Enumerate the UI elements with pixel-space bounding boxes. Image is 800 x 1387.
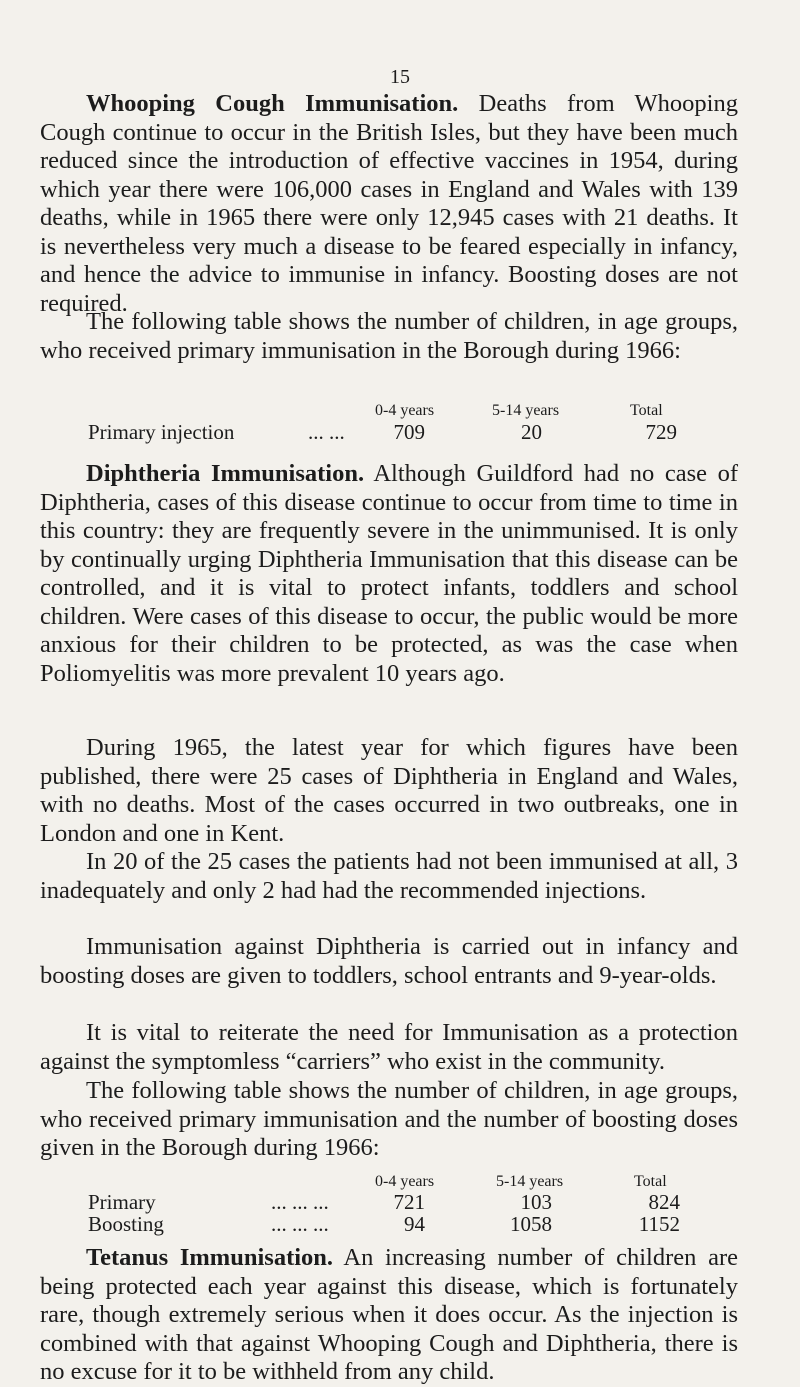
table1-value-total: 729: [645, 420, 677, 444]
table2-boosting-total: 1152: [638, 1212, 680, 1236]
primary-boosting-table: [40, 1173, 740, 1245]
diphtheria-text: Although Guildford had no case of Diphtheria, cases of this disease continue to occur from time to time in this country: they are frequently severe in the unimmunised. It is only by continually urging Diphtheria Immunisation that this disease can be controlled, and it is vital to protect infants, toddlers and school children. Were cases of this disease to occur, the public would be more anxious for their children to be protected, as was the case when Poliomyelitis was more prevalent 10 years ago.: [40, 460, 738, 687]
diphtheria-cases-paragraph: In 20 of the 25 cases the patients had not been immunised at all, 3 inadequately and only 2 had had the recommended injections.: [40, 848, 738, 904]
table2-boosting-0-4: 94: [404, 1212, 425, 1236]
primary-injection-table: [40, 402, 740, 462]
page-number: 15: [390, 66, 410, 88]
table1-value-0-4: 709: [393, 420, 425, 444]
table1-row-dots: ... ...: [308, 420, 345, 444]
table2-header-5-14: 5-14 years: [496, 1173, 564, 1190]
table2-row-primary-dots: ... ... ...: [271, 1190, 329, 1214]
whooping-cough-paragraph: [40, 90, 738, 318]
table1-intro-paragraph: The following table shows the number of children, in age groups, who received primary immunisation in the Borough during 1966:: [40, 308, 738, 364]
tetanus-heading: Tetanus Immunisation.: [86, 1244, 334, 1271]
diphtheria-schedule-paragraph: Immunisation against Diphtheria is carried out in infancy and boosting doses are given to toddlers, school entrants and 9-year-olds.: [40, 933, 738, 989]
table1-row-label: Primary injection: [88, 420, 235, 444]
table1-header-5-14: 5-14 years: [492, 402, 560, 419]
table2-intro-paragraph: The following table shows the number of children, in age groups, who received primary immunisation and the number of boosting doses given in the Borough during 1966:: [40, 1077, 738, 1161]
diphtheria-1965-paragraph: During 1965, the latest year for which figures have been published, there were 25 cases of Diphtheria in England and Wales, with no deaths. Most of the cases occurred in two outbreaks, one in London and one in Kent.: [40, 734, 738, 847]
table2-row-primary-label: Primary: [88, 1190, 156, 1214]
table2-primary-5-14: 103: [520, 1190, 552, 1214]
diphtheria-heading: Diphtheria Immunisation.: [86, 460, 365, 487]
table2-row-boosting-label: Boosting: [88, 1212, 164, 1236]
table2-primary-total: 824: [648, 1190, 680, 1214]
whooping-cough-heading: Whooping Cough Immunisation.: [86, 90, 459, 117]
whooping-cough-text: Deaths from Whooping Cough continue to occur in the British Isles, but they have been much reduced since the introduction of effective vaccines in 1954, during which year there were 106,000 cases in England and Wales with 139 deaths, while in 1965 there were only 12,945 cases with 21 deaths. It is nevertheless very much a disease to be feared especially in infancy, and hence the advice to immunise in infancy. Boosting doses are not required.: [40, 90, 738, 317]
tetanus-text: An increasing number of children are being protected each year against this disease, which is fortunately rare, though extremely serious when it does occur. As the injection is combined with that against Whooping Cough and Diphtheria, there is no excuse for it to be withheld from any child.: [40, 1244, 738, 1385]
table1-header-total: Total: [630, 402, 663, 419]
diphtheria-paragraph: [40, 460, 738, 688]
table2-boosting-5-14: 1058: [510, 1212, 552, 1236]
table2-header-0-4: 0-4 years: [375, 1173, 435, 1190]
table2-header-total: Total: [634, 1173, 667, 1190]
table1-value-5-14: 20: [521, 420, 542, 444]
tetanus-paragraph: [40, 1244, 738, 1387]
table2-primary-0-4: 721: [393, 1190, 425, 1214]
table1-header-0-4: 0-4 years: [375, 402, 435, 419]
carriers-paragraph: It is vital to reiterate the need for Immunisation as a protection against the symptomless “carriers” who exist in the community.: [40, 1019, 738, 1075]
table2-row-boosting-dots: ... ... ...: [271, 1212, 329, 1236]
